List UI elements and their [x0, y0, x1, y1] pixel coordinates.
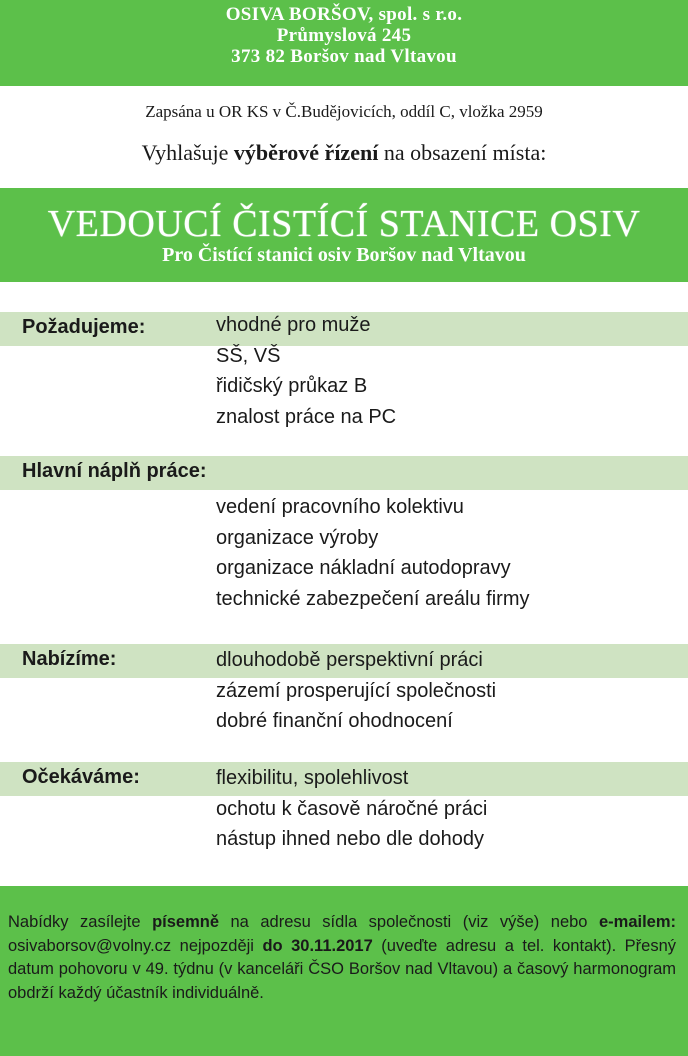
list-item: dobré finanční ohodnocení [216, 710, 453, 732]
section-requirements-label: Požadujeme: [22, 316, 146, 338]
announcement-prefix: Vyhlašuje [141, 140, 234, 165]
list-item: řidičský průkaz B [216, 375, 368, 397]
announcement-suffix: na obsazení místa: [378, 140, 547, 165]
company-name: OSIVA BORŠOV, spol. s r.o. [225, 4, 463, 25]
section-offer-label: Nabízíme: [22, 648, 117, 670]
section-offer-list [216, 645, 496, 737]
section-requirements-list [216, 310, 396, 432]
footer-bold-deadline: do 30.11.2017 [262, 936, 373, 955]
section-duties-label: Hlavní náplň práce: [22, 460, 207, 482]
company-city: 373 82 Boršov nad Vltavou [231, 46, 457, 67]
list-item: flexibilitu, spolehlivost [216, 767, 409, 789]
job-title-banner [0, 188, 688, 282]
list-item: SŠ, VŠ [216, 344, 281, 367]
list-item: vedení pracovního kolektivu [216, 496, 464, 518]
application-instructions [8, 911, 676, 1005]
announcement-emphasis: výběrové řízení [233, 140, 379, 165]
footer-text-1: Nabídky zasílejte [8, 913, 153, 931]
list-item: znalost práce na PC [216, 405, 397, 428]
company-header [0, 0, 688, 86]
company-street: Průmyslová 245 [276, 25, 412, 46]
list-item: zázemí prosperující společnosti [216, 679, 497, 702]
list-item: organizace nákladní autodopravy [216, 557, 511, 579]
list-item: organizace výroby [216, 526, 379, 549]
registration-note: Zapsána u OR KS v Č.Budějovicích, oddíl C, vložka 2959 [145, 102, 543, 121]
list-item: dlouhodobě perspektivní práci [216, 649, 483, 671]
section-duties-bar [0, 456, 688, 490]
list-item: vhodné pro muže [216, 314, 371, 336]
list-item: nástup ihned nebo dle dohody [216, 828, 485, 850]
list-item: technické zabezpečení areálu firmy [216, 587, 530, 610]
application-info-banner [0, 886, 688, 1056]
job-subtitle: Pro Čistící stanici osiv Boršov nad Vltavou [162, 244, 526, 266]
list-item: ochotu k časově náročné práci [216, 797, 488, 820]
section-duties-list [216, 492, 530, 614]
job-title: VEDOUCÍ ČISTÍCÍ STANICE OSIV [47, 203, 641, 245]
footer-bold-email: e-mailem: [598, 913, 677, 931]
footer-text-2: na adresu sídla společnosti (viz výše) nebo [219, 913, 599, 931]
announcement-line [0, 140, 688, 166]
footer-bold-written: písemně [152, 913, 220, 931]
footer-email-address: osivaborsov@volny.cz nejpozději [8, 936, 263, 955]
footer-text-4: (uveďte adresu a tel. kontakt). Přesný datum pohovoru v 49. týdnu (v kanceláři ČSO Boršov nad Vltavou) a časový harmonogram obdrží každý účastník individuálně. [8, 936, 676, 1002]
section-expectations-label: Očekáváme: [22, 766, 140, 788]
section-expectations-list [216, 763, 487, 855]
